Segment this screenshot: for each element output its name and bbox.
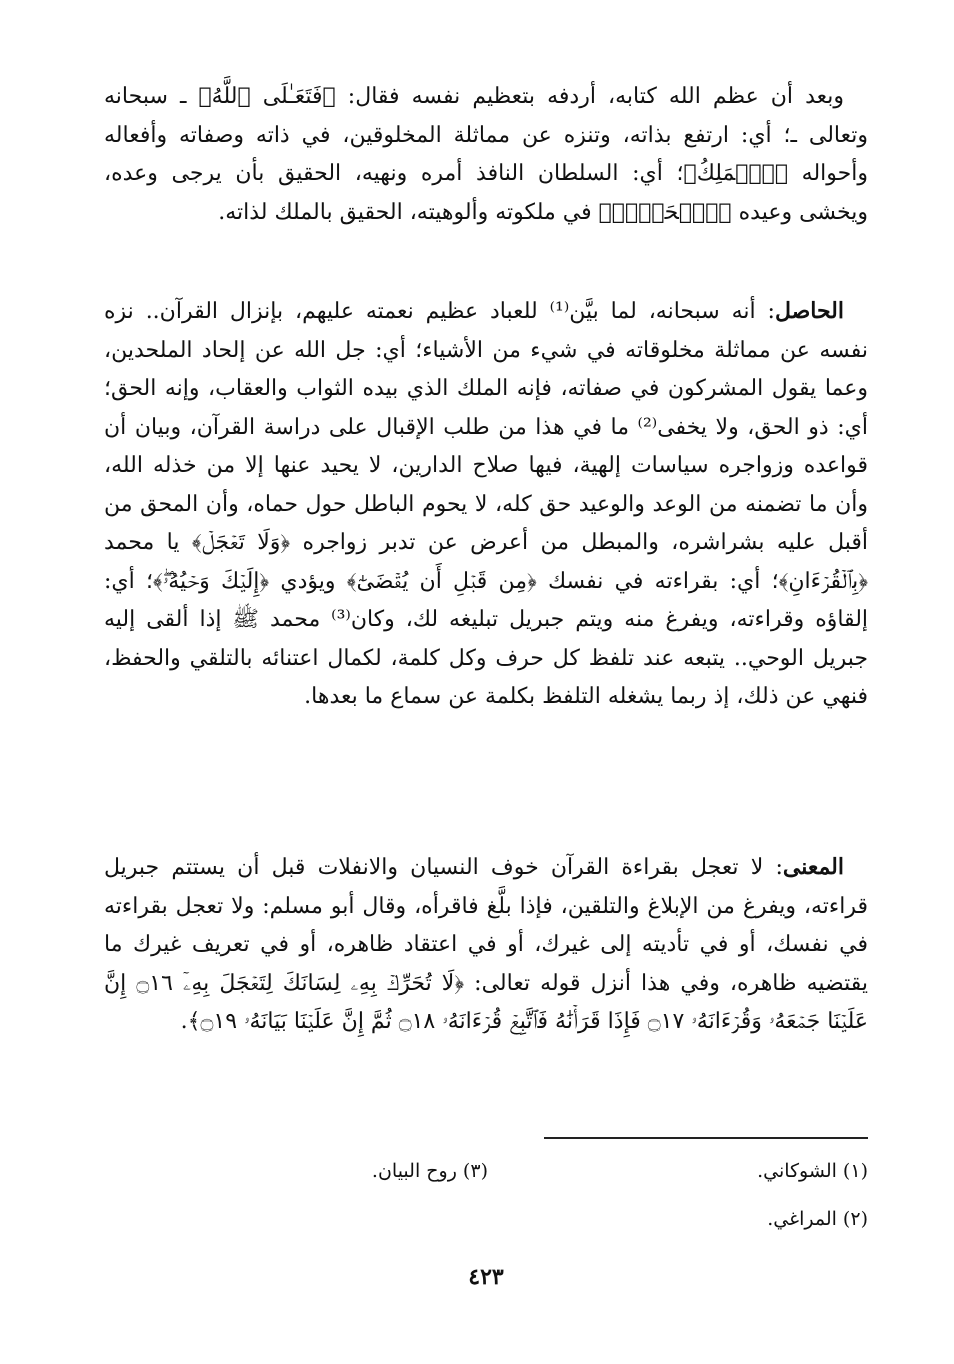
paragraph-1 <box>104 78 868 232</box>
footnote-1: (١) الشوكاني. <box>757 1160 868 1182</box>
paragraph-2-text: : أنه سبحانه، لما بيَّن⁽¹⁾ للعباد عظيم نعمته عليهم، بإنزال القرآن.. نزه نفسه عن مماثلة مخلوقاته في شيء من الأشياء؛ أي: جل الله عن إلحاد الملحدين، وعما يقول المشركون في صفاته، فإنه الملك الذي بيده الثواب والعقاب، وإنه الحق؛ أي: ذو الحق، ولا يخفى⁽²⁾ ما في هذا من طلب الإقبال على دراسة القرآن، وبيان أن قواعده وزواجره سياسات إلهية، فيها صلاح الدارين، لا يحيد عنها إلا من خذله الله، وأن ما تضمنه من الوعد والوعيد حق كله، لا يحوم الباطل حول حماه، وأن المحق من أقبل عليه بشراشره، والمبطل من أعرض عن تدبر زواجره ﴿وَلَا تَعۡجَلۡ﴾ يا محمد ﴿بِٱلۡقُرۡءَانِ﴾؛ أي: بقراءته في نفسك ﴿مِن قَبۡلِ أَن يُقۡضَىٰٓ﴾ ويؤدي ﴿إِلَيۡكَ وَحۡيُهُۥۖ﴾؛ أي: إلقاؤه وقراءته، ويفرغ منه ويتم جبريل تبليغه لك، وكان⁽³⁾ محمد ﷺ إذا ألقى إليه جبريل الوحي.. يتبعه عند تلفظ كل حرف وكل كلمة، لكمال اعتنائه بالتلقي والحفظ، فنهي عن ذلك، إذ ربما يشغله التلفظ بكلمة عن سماع ما بعدها. <box>104 299 869 709</box>
footnote-2: (٢) المراغي. <box>767 1208 868 1230</box>
paragraph-2 <box>104 292 868 717</box>
paragraph-1-text: وبعد أن عظم الله كتابه، أردفه بتعظيم نفسه فقال: ﴿فَتَعَـٰلَى ٱللَّهُ﴾ ـ سبحانه وتعالى ـ؛ أي: ارتفع بذاته، وتنزه عن مماثلة المخلوقين، في ذاته وصفاته وأفعاله وأحواله ﴿ٱلۡمَلِكُ﴾؛ أي: السلطان النافذ أمره ونهيه، الحقيق بأن يرجى وعده، ويخشى وعيده ﴿ٱلۡحَقُّۗ﴾ في ملكوته وألوهيته، الحقيق بالملك لذاته. <box>104 84 868 225</box>
footnote-3: (٣) روح البيان. <box>371 1160 488 1182</box>
paragraph-3-text: : لا تعجل بقراءة القرآن خوف النسيان والانفلات قبل أن يستتم جبريل قراءته، ويفرغ من الإبلاغ والتلقين، فإذا بلَّغ فاقرأه، وقال أبو مسلم: ولا تعجل بقراءته في نفسك، أو في تأديته إلى غيرك، أو في اعتقاد ظاهره، أو في تعريف غيرك ما يقتضيه ظاهره، وفي هذا أنزل قوله تعالى: ﴿لَا تُحَرِّكۡ بِهِۦ لِسَانَكَ لِتَعۡجَلَ بِهِۦٓ ۝١٦ إِنَّ عَلَيۡنَا جَمۡعَهُۥ وَقُرۡءَانَهُۥ ۝١٧ فَإِذَا قَرَأۡنَٰهُ فَٱتَّبِعۡ قُرۡءَانَهُۥ ۝١٨ ثُمَّ إِنَّ عَلَيۡنَا بَيَانَهُۥ ۝١٩﴾. <box>104 855 869 1034</box>
page-content <box>104 78 868 1338</box>
page-number: ٤٢٣ <box>468 1264 504 1290</box>
paragraph-3-heading: المعنى <box>782 854 844 880</box>
paragraph-2-heading: الحاصل <box>774 298 844 324</box>
paragraph-3 <box>104 848 868 1042</box>
footnote-divider <box>544 1137 868 1139</box>
